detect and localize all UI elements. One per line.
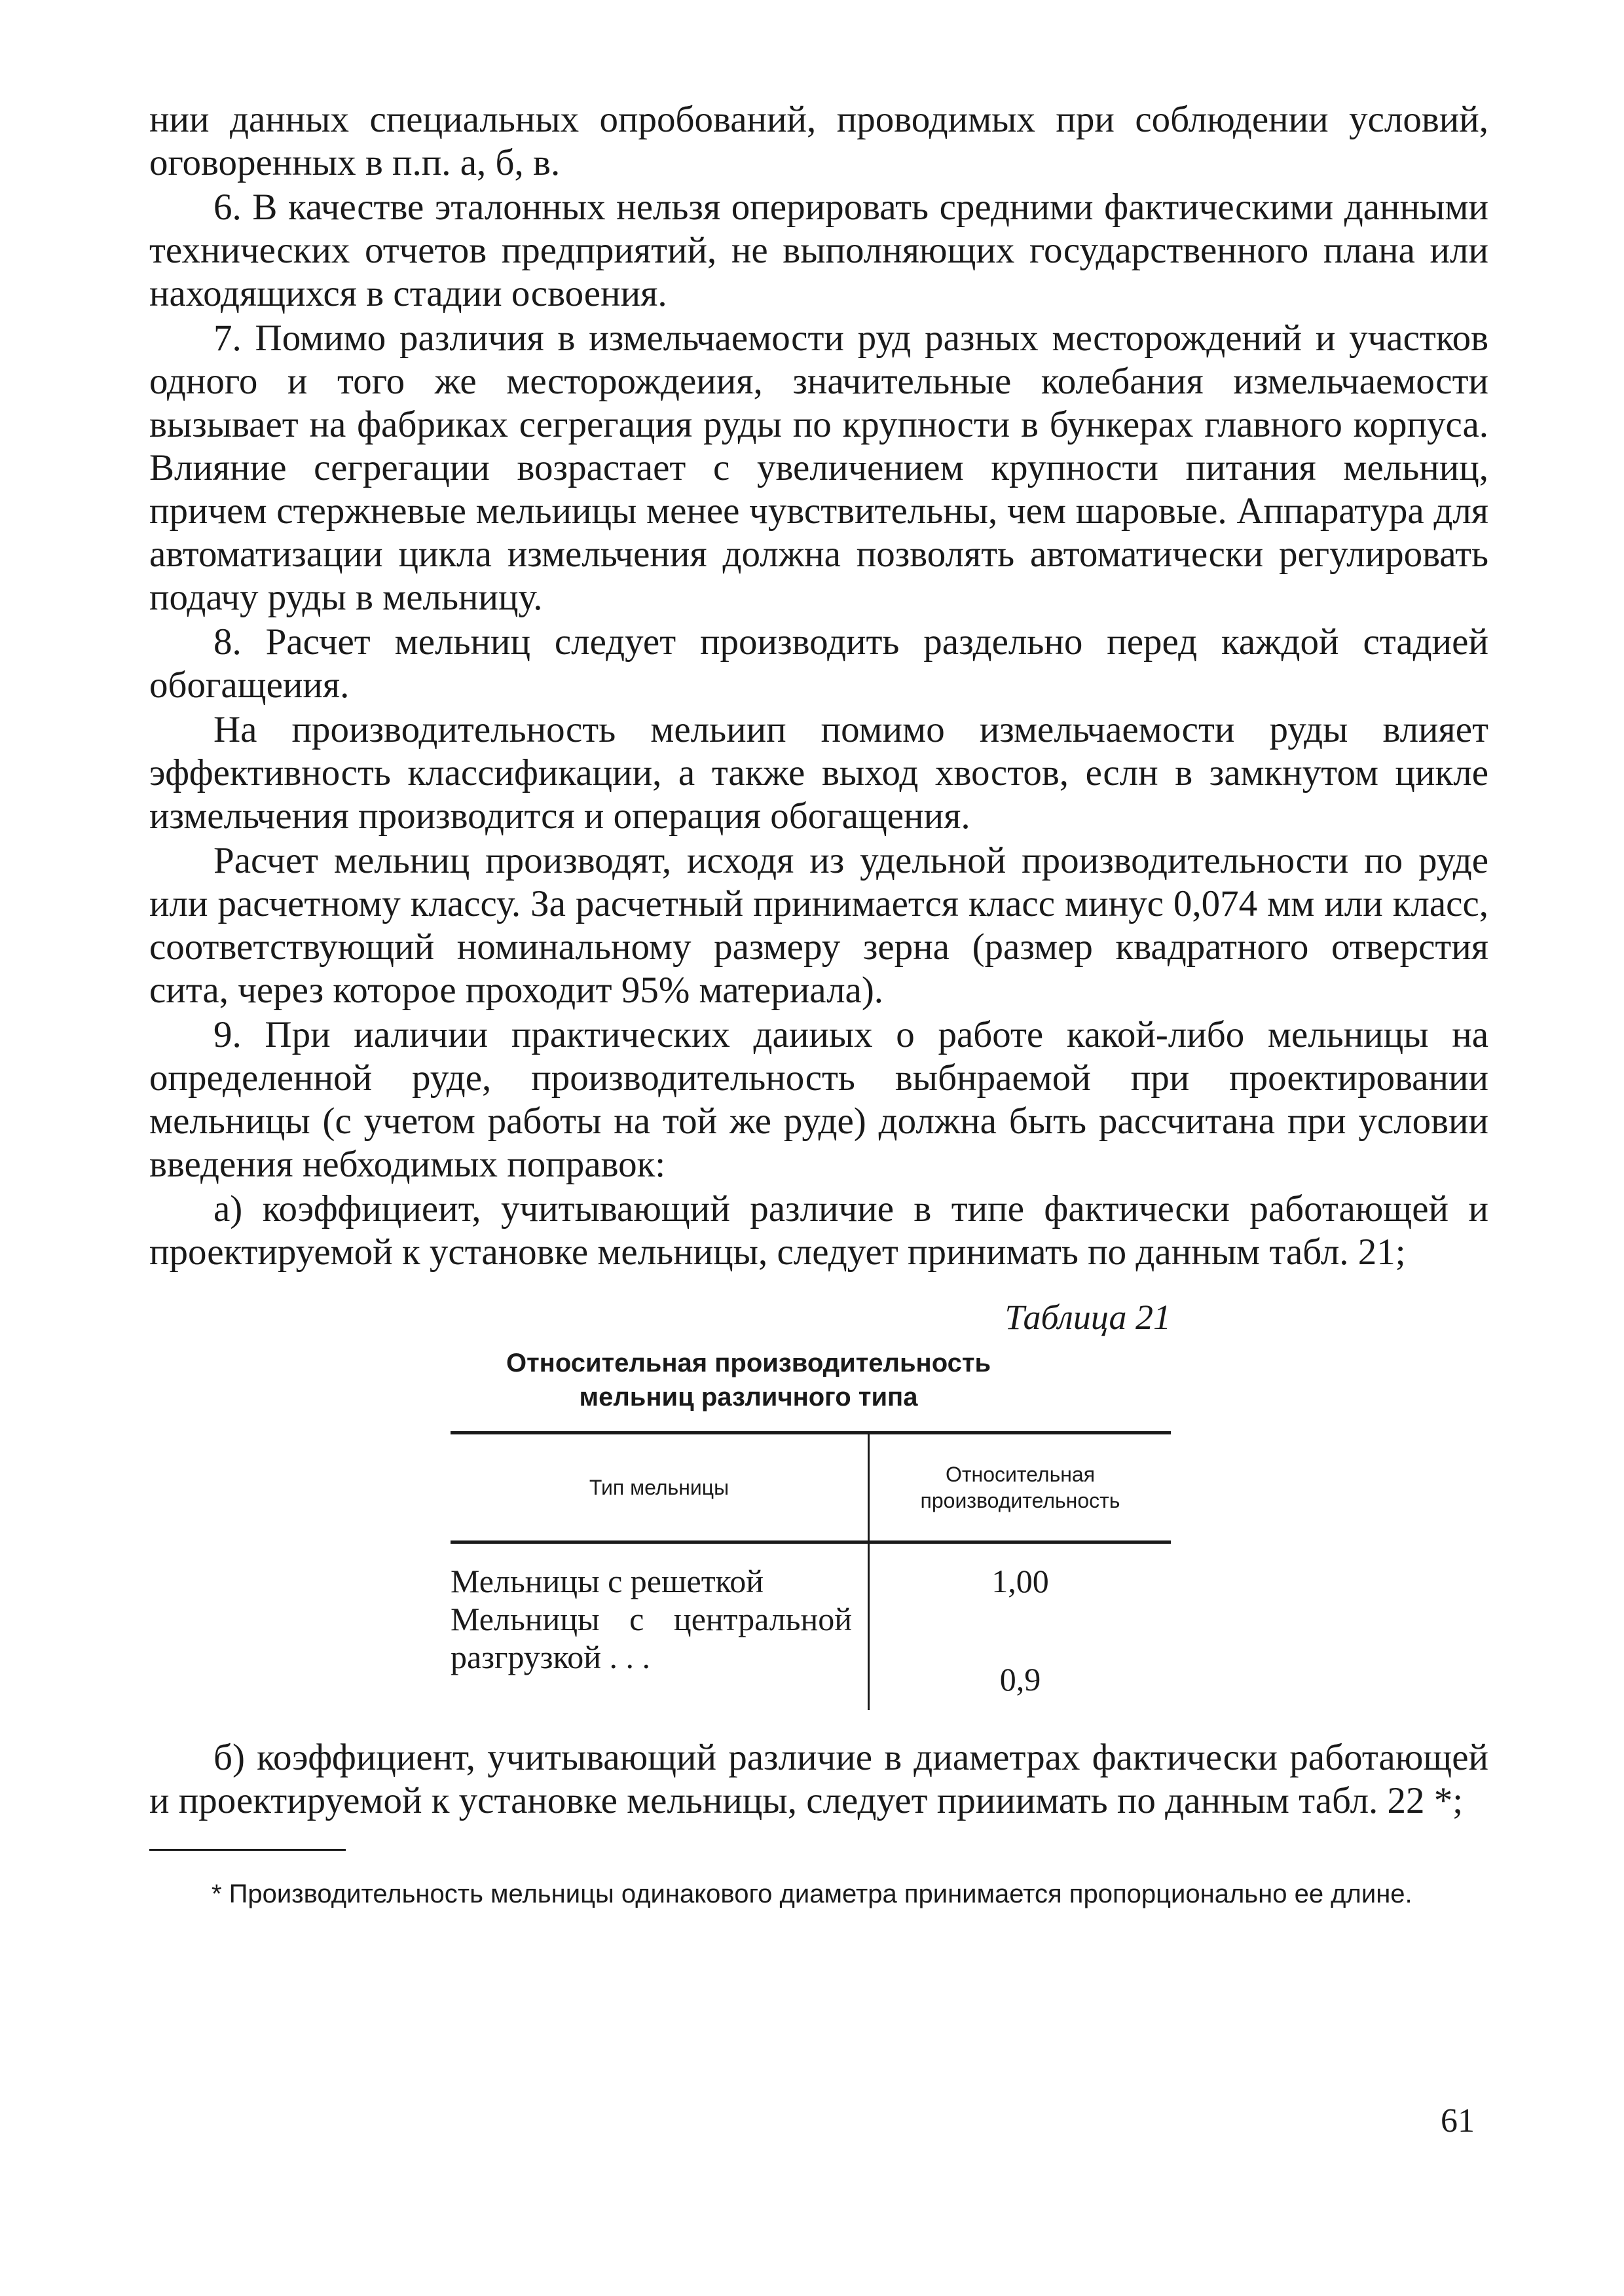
table-cell-mill-types [451, 1542, 869, 1711]
paragraph-subitem-a: а) коэффициеит, учитывающий различие в типе фактически работающей и проектируемой к установке мельницы, следует принимать по данным табл. 21; [149, 1188, 1488, 1273]
table-title [149, 1346, 1348, 1414]
row-1-value: 1,00 [991, 1563, 1049, 1599]
paragraph-calculation: Расчет мельниц производят, исходя из удельной производительности по руде или расчетному классу. За расчетный принимается класс минус 0,074 мм или класс, соответствующий номинальному размеру зерна (размер квадратного отверстия сита, через которое проходит 95% материала). [149, 840, 1488, 1011]
table-header-row [451, 1433, 1171, 1542]
table-row [451, 1542, 1171, 1711]
row-2-name: Мельницы с центральной разгрузкой . . . [451, 1601, 852, 1675]
row-1-name: Мельницы с решеткой [451, 1563, 764, 1599]
footnote-divider [149, 1849, 346, 1851]
column-header-mill-type: Тип мельницы [451, 1433, 869, 1542]
page-body [149, 98, 1488, 1937]
paragraph-continuation: нии данных специальных опробований, проводимых при соблюдении условий, оговоренных в п.п. а, б, в. [149, 99, 1488, 183]
table-cell-values [869, 1542, 1172, 1711]
column-header-line-2: производительность [920, 1489, 1120, 1512]
paragraph-subitem-b: б) коэффициент, учитывающий различие в диаметрах фактически работающей и проектируемой к установке мельницы, следует прииимать по данным табл. 22 *; [149, 1737, 1488, 1821]
paragraph-productivity: На производительность мельиип помимо измельчаемости руды влияет эффективность классификации, а также выход хвостов, еслн в замкнутом цикле измельчения производится и операция обогащения. [149, 709, 1488, 837]
table-caption: Таблица 21 [1005, 1298, 1171, 1337]
row-2-value: 0,9 [999, 1661, 1041, 1698]
column-header-relative-productivity [869, 1433, 1172, 1542]
column-header-line-1: Относительная [945, 1463, 1096, 1486]
mill-productivity-table [451, 1431, 1171, 1710]
paragraph-item-6: 6. В качестве эталонных нельзя оперировать средними фактическими данными технических отчетов предприятий, не выполняющих государственного плана или находящихся в стадии освоения. [149, 187, 1488, 314]
paragraph-item-8: 8. Расчет мельниц следует производить раздельно перед каждой стадией обогащеиия. [149, 621, 1488, 706]
footnote: * Производительность мельницы одинакового диаметра принимается пропорционально ее длине. [212, 1880, 1412, 1908]
paragraph-item-7: 7. Помимо различия в измельчаемости руд разных месторождений и участков одного и того же месторождеиия, значительные колебания измельчаемости вызывает на фабриках сегрегация руды по крупности в бункерах главного корпуса. Влияние сегрегации возрастает с увеличением крупности питания мельниц, причем стержневые мельиицы менее чувствительны, чем шаровые. Аппаратура для автоматизации цикла измельчения должна позволять автоматически регулировать подачу руды в мельницу. [149, 318, 1488, 618]
paragraph-item-9: 9. При иаличии практических даииых о работе какой-либо мельницы на определенной руде, производительность выбнраемой при проектировании мельницы (с учетом работы на той же руде) должна быть рассчитана при условии введения небходимых поправок: [149, 1014, 1488, 1185]
table-title-line-1: Относительная производительность [506, 1349, 991, 1377]
table-title-line-2: мельниц различного типа [579, 1383, 918, 1412]
page-number: 61 [1441, 2102, 1475, 2140]
